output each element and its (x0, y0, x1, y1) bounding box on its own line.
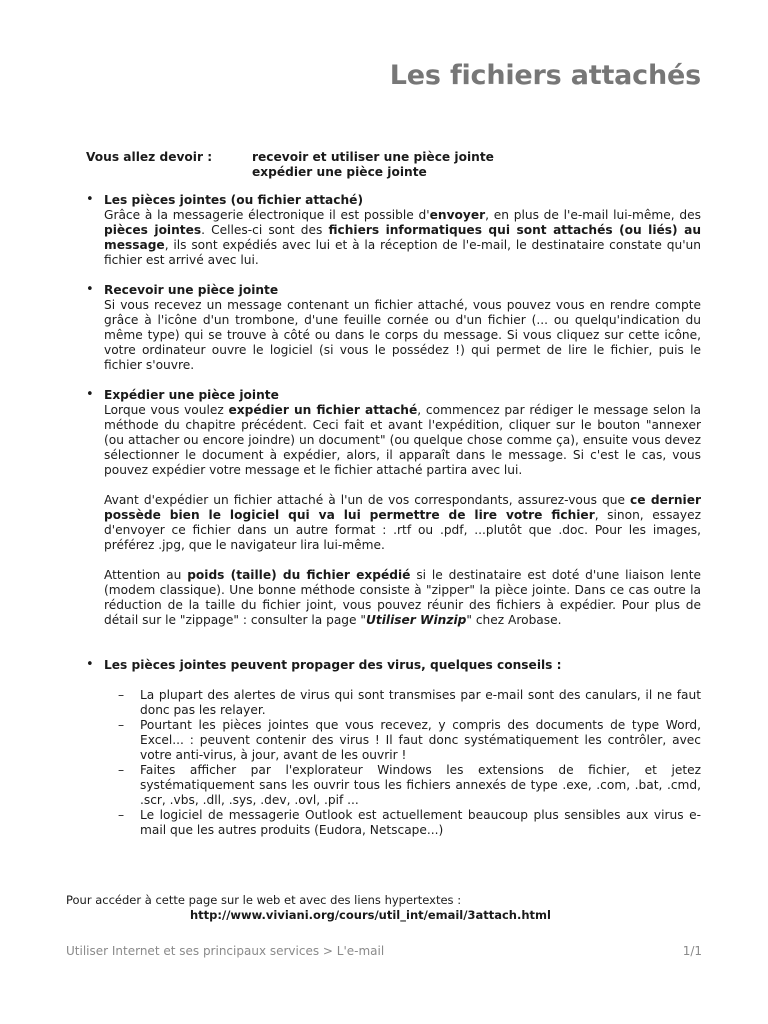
list-item-text: Le logiciel de messagerie Outlook est actuellement beaucoup plus sensibles aux virus e-mail que les autres produits (Eudora, Netscape...) (140, 808, 701, 837)
goal-item: expédier une pièce jointe (252, 165, 427, 179)
section-paragraph (104, 493, 701, 553)
goal-item: recevoir et utiliser une pièce jointe (252, 150, 494, 164)
text-bold: ce dernier possède bien le logiciel qui va lui permettre de lire votre fichier (104, 493, 701, 522)
section-recevoir (86, 283, 701, 373)
list-item (104, 808, 701, 838)
intro-label: Vous allez devoir : (86, 150, 213, 164)
dash-icon: – (118, 718, 125, 732)
footer-breadcrumb: Utiliser Internet et ses principaux services > L'e-mail (66, 944, 385, 958)
list-item (104, 688, 701, 718)
text-run: , en plus de l'e-mail lui-même, des (485, 208, 701, 222)
page-number: 1/1 (682, 944, 702, 958)
bullet-icon: • (86, 387, 94, 402)
bullet-icon: • (86, 282, 94, 297)
text-run: , ils sont expédiés avec lui et à la réception de l'e-mail, le destinataire constate qu'un fichier est arrivé avec lui. (104, 238, 701, 267)
main-content (86, 193, 701, 838)
text-bold: fichiers informatiques qui sont attachés (ou liés) au message (104, 223, 701, 252)
dash-icon: – (118, 688, 125, 702)
section-heading: Les pièces jointes (ou fichier attaché) (104, 193, 364, 207)
text-run: " chez Arobase. (466, 613, 562, 627)
section-virus (86, 658, 701, 838)
section-heading: Expédier une pièce jointe (104, 388, 279, 402)
text-run: si le destinataire est doté d'une liaison lente (modem classique). Une bonne méthode consiste à "zipper" la pièce jointe. Dans ce cas outre la réduction de la taille du fichier joint, vous pouvez réunir des fichiers à expédier. Pour plus de détail sur le "zippage" : consulter la page " (104, 568, 701, 627)
section-paragraph: Si vous recevez un message contenant un fichier attaché, vous pouvez vous en rendre compte grâce à l'icône d'un trombone, d'une feuille cornée ou d'un fichier (... ou quelqu'indication du même type) qui se trouve à côté ou dans le corps du message. Si vous cliquez sur cette icône, votre ordinateur ouvre le logiciel (si vous le possédez !) qui permet de lire le fichier, puis le fichier s'ouvre. (104, 298, 701, 372)
text-run: Lorque vous voulez (104, 403, 229, 417)
section-heading: Les pièces jointes peuvent propager des virus, quelques conseils : (104, 658, 562, 672)
section-paragraph (104, 568, 701, 628)
text-run: Avant d'expédier un fichier attaché à l'un de vos correspondants, assurez-vous que (104, 493, 630, 507)
section-expedier (86, 388, 701, 628)
text-run: Attention au (104, 568, 188, 582)
list-item (104, 718, 701, 763)
section-pieces-jointes (86, 193, 701, 268)
list-item-text: Pourtant les pièces jointes que vous recevez, y compris des documents de type Word, Excel... : peuvent contenir des virus ! Il faut donc systématiquement les contrôler, avec votre anti-virus, à jour, avant de les ouvrir ! (140, 718, 701, 762)
page-title: Les fichiers attachés (389, 60, 701, 91)
text-run: . Celles-ci sont des (201, 223, 329, 237)
winzip-link-text: Utiliser Winzip (366, 613, 467, 627)
bullet-icon: • (86, 657, 94, 672)
list-item-text: Faites afficher par l'explorateur Windows les extensions de fichier, et jetez systématiquement sans les ouvrir tous les fichiers annexés de type .exe, .com, .bat, .cmd, .scr, .vbs, .dll, .sys, .dev, .ovl, .pif ... (140, 763, 701, 807)
advice-list (104, 688, 701, 838)
dash-icon: – (118, 808, 125, 822)
page-url-link[interactable]: http://www.viviani.org/cours/util_int/email/3attach.html (190, 908, 551, 922)
section-heading: Recevoir une pièce jointe (104, 283, 279, 297)
intro-goals (252, 150, 552, 180)
access-block (66, 893, 551, 923)
section-paragraph (104, 403, 701, 478)
dash-icon: – (118, 763, 125, 777)
text-run: , sinon, essayez d'envoyer ce fichier dans un autre format : .rtf ou .pdf, ...plutôt que .doc. Pour les images, préférez .jpg, que le navigateur lira lui-même. (104, 508, 701, 552)
text-bold: pièces jointes (104, 223, 202, 237)
page-footer (66, 944, 702, 958)
section-paragraph (104, 208, 701, 268)
text-bold: expédier un fichier attaché (228, 403, 418, 417)
text-bold: envoyer (429, 208, 486, 222)
text-bold: poids (taille) du fichier expédié (187, 568, 411, 582)
list-item-text: La plupart des alertes de virus qui sont transmises par e-mail sont des canulars, il ne faut donc pas les relayer. (140, 688, 701, 717)
bullet-icon: • (86, 192, 94, 207)
list-item (104, 763, 701, 808)
text-run: Grâce à la messagerie électronique il est possible d' (104, 208, 430, 222)
text-run: , commencez par rédiger le message selon la méthode du chapitre précédent. Ceci fait et avant l'expédition, cliquer sur le bouton "annexer (ou attacher ou encore joindre) un document" (ou quelque chose comme ça), ensuite vous devez sélectionner le document à expédier, alors, il apparaît dans le message. Si c'est le cas, vous pouvez expédier votre message et le fichier attaché partira avec lui. (104, 403, 702, 477)
access-text: Pour accéder à cette page sur le web et avec des liens hypertextes : (66, 893, 462, 907)
